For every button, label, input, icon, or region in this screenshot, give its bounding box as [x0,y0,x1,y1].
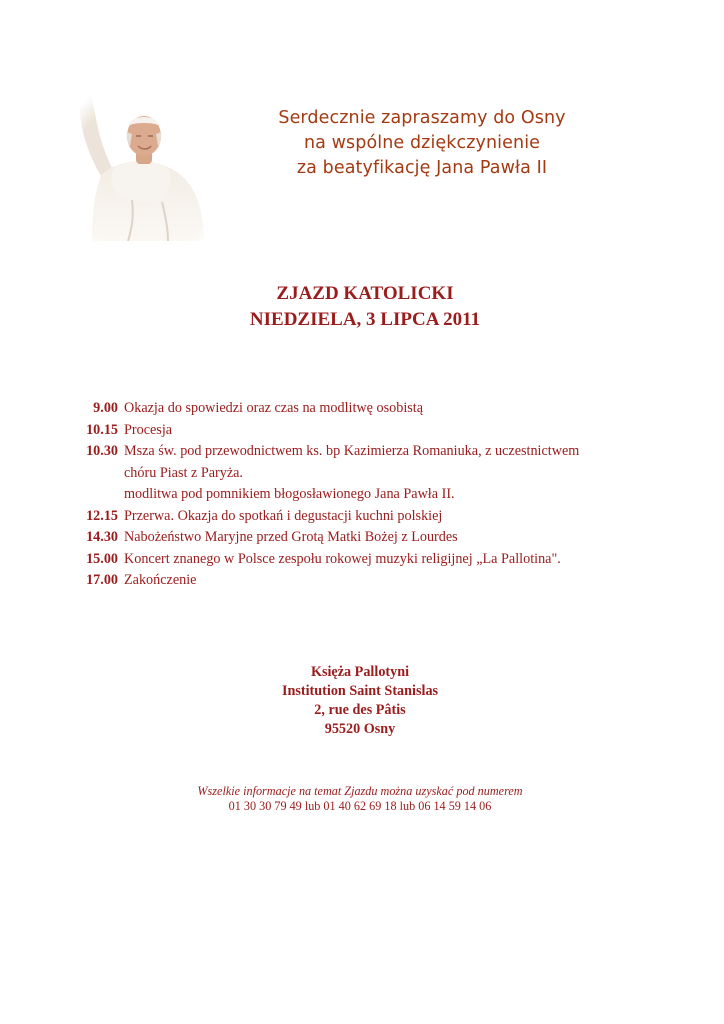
info-phones: 01 30 30 79 49 lub 01 40 62 69 18 lub 06 14 59 14 06 [228,799,492,813]
schedule-time: 17.00 [86,572,118,588]
schedule-desc: Przerwa. Okazja do spotkań i degustacji kuchni polskiej [124,507,443,524]
schedule-desc: Koncert znanego w Polsce zespołu rokowej muzyki religijnej „La Pallotina". [124,550,561,567]
schedule-desc: Nabożeństwo Maryjne przed Grotą Matki Bożej z Lourdes [124,529,458,545]
schedule-desc: Okazja do spowiedzi oraz czas na modlitwę osobistą [124,400,424,416]
schedule-list [66,398,706,592]
schedule-item [66,441,706,506]
schedule-desc: chóru Piast z Paryża. [124,464,243,481]
contact-line: 2, rue des Pâtis [314,702,406,718]
invitation-line: Serdecznie zapraszamy do Osny [278,108,566,128]
contact-line: Księża Pallotyni [310,664,410,680]
schedule-desc: Procesja [124,421,173,438]
pope-blessing-photo [62,76,212,241]
contact-line: 95520 Osny [324,721,396,737]
schedule-item [66,398,706,420]
invitation-line: za beatyfikację Jana Pawła II [296,158,548,178]
invitation-line: na wspólne dziękczynienie [303,133,541,153]
schedule-time: 14.30 [86,529,118,545]
schedule-time: 9.00 [93,400,118,416]
schedule-desc: Msza św. pod przewodnictwem ks. bp Kazimierza Romaniuka, z uczestnictwem [124,443,580,459]
schedule-time: 10.30 [86,443,118,459]
invitation-text [222,106,622,181]
schedule-desc-block [124,441,706,506]
event-date: NIEDZIELA, 3 LIPCA 2011 [249,309,481,330]
event-title: ZJAZD KATOLICKI [276,283,454,304]
event-headline [200,281,530,333]
schedule-item [66,527,706,549]
schedule-desc: modlitwa pod pomnikiem błogosławionego Jana Pawła II. [124,486,455,502]
contact-line: Institution Saint Stanislas [281,683,439,699]
schedule-item [66,570,706,592]
schedule-time: 12.15 [86,507,118,524]
info-note: Wszelkie informacje na temat Zjazdu można uzyskać pod numerem [197,784,523,798]
contact-address [200,663,520,739]
schedule-item [66,549,706,571]
schedule-time: 10.15 [86,421,118,438]
info-footer [120,784,600,814]
schedule-item [66,506,706,528]
schedule-desc: Zakończenie [124,572,197,588]
schedule-time: 15.00 [86,550,118,567]
schedule-item [66,420,706,442]
